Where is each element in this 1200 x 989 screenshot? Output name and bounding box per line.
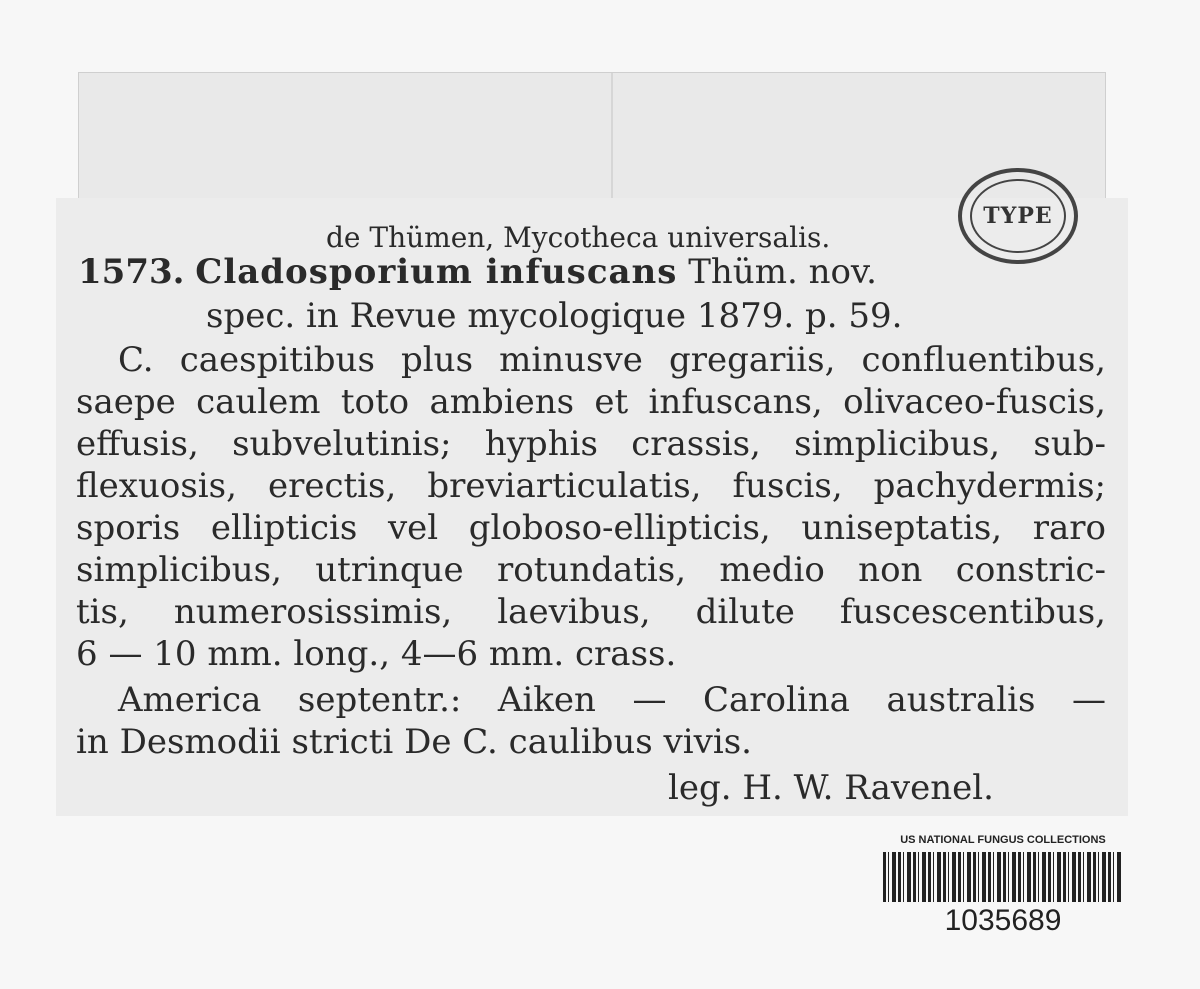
type-stamp-inner xyxy=(970,179,1066,253)
taxon-name: Cladosporium infuscans xyxy=(195,252,678,292)
description-line: C. caespitibus plus minusve gregariis, confluentibus, xyxy=(118,340,1106,380)
description-line: sporis ellipticis vel globoso-ellipticis, uniseptatis, raro xyxy=(76,508,1106,548)
exsiccata-number: 1573. xyxy=(78,252,185,292)
barcode-header: US NATIONAL FUNGUS COLLECTIONS xyxy=(900,834,1106,846)
description-line: saepe caulem toto ambiens et infuscans, olivaceo-fuscis, xyxy=(76,382,1106,422)
taxon-heading xyxy=(78,252,1108,292)
locality-line: America septentr.: Aiken — Carolina australis — xyxy=(118,680,1106,720)
description-line: simplicibus, utrinque rotundatis, medio non constric- xyxy=(76,550,1106,590)
type-stamp xyxy=(958,168,1078,264)
barcode-graphic xyxy=(883,852,1123,902)
description-line: flexuosis, erectis, breviarticulatis, fuscis, pachydermis; xyxy=(76,466,1106,506)
paper-fold xyxy=(611,73,613,199)
collector-line: leg. H. W. Ravenel. xyxy=(668,768,994,808)
barcode-block xyxy=(872,834,1134,954)
description-line: tis, numerosissimis, laevibus, dilute fuscescentibus, xyxy=(76,592,1106,632)
locality-line: in Desmodii stricti De C. caulibus vivis. xyxy=(76,722,752,762)
taxon-author: Thüm. nov. xyxy=(688,252,877,292)
publication-line: spec. in Revue mycologique 1879. p. 59. xyxy=(206,296,903,336)
description-line: 6 — 10 mm. long., 4—6 mm. crass. xyxy=(76,634,677,674)
series-title: de Thümen, Mycotheca universalis. xyxy=(326,221,831,254)
type-stamp-text: TYPE xyxy=(983,203,1053,229)
top-paper-strip xyxy=(78,72,1106,200)
description-line: effusis, subvelutinis; hyphis crassis, simplicibus, sub- xyxy=(76,424,1106,464)
barcode-number: 1035689 xyxy=(944,904,1062,937)
